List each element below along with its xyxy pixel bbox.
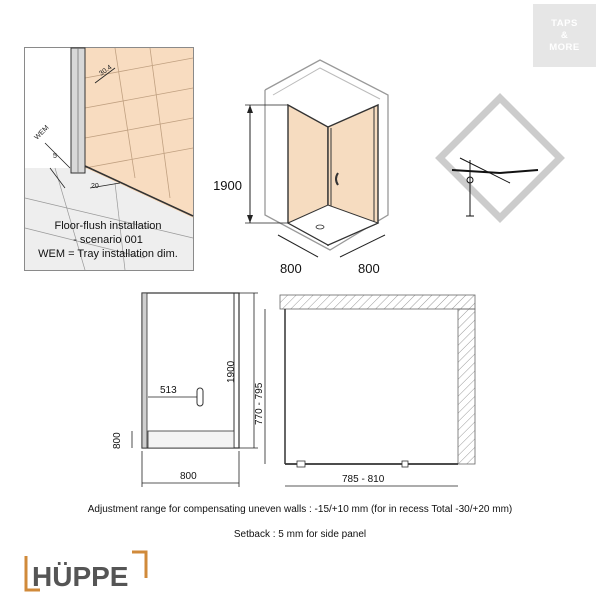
brand-badge-line1: TAPS bbox=[551, 17, 578, 29]
isometric-view bbox=[213, 55, 410, 280]
brand-badge-line3: MORE bbox=[549, 41, 580, 53]
iso-width-right-label: 800 bbox=[358, 261, 380, 276]
plan-right-wall bbox=[458, 309, 475, 464]
huppe-logo bbox=[20, 548, 160, 594]
iso-width-left-label: 800 bbox=[280, 261, 302, 276]
elevation-height-label: 1900 bbox=[226, 360, 237, 383]
elevation-handle bbox=[197, 388, 203, 406]
plan-symbol-door bbox=[500, 170, 538, 173]
elevation-width-label: 800 bbox=[180, 471, 197, 482]
side-elevation bbox=[112, 283, 267, 493]
dim-label-wem: WEM bbox=[33, 124, 51, 142]
brand-badge-line2: & bbox=[560, 29, 569, 41]
dim-label-30: 30.4 bbox=[98, 64, 114, 78]
elevation-tray-height-label: 800 bbox=[112, 432, 123, 449]
adjustment-note: Adjustment range for compensating uneven walls : -15/+10 mm (for in recess Total -30/+20 mm) bbox=[87, 504, 513, 515]
inset-caption-line2: - scenario 001 bbox=[73, 234, 143, 246]
plan-top-wall bbox=[280, 295, 475, 309]
elevation-tray bbox=[148, 431, 234, 448]
plan-width-label: 785 - 810 bbox=[342, 474, 385, 485]
dim-label-5: 5 bbox=[53, 153, 57, 160]
logo-text: HÜPPE bbox=[32, 561, 129, 592]
dim-label-20: 20 bbox=[91, 183, 99, 190]
plan-view bbox=[250, 290, 480, 495]
inset-caption-line3: WEM = Tray installation dim. bbox=[38, 248, 178, 260]
elevation-handle-height-label: 513 bbox=[160, 385, 177, 396]
inset-caption-line1: Floor-flush installation bbox=[54, 220, 162, 232]
plan-depth-label: 770 - 795 bbox=[254, 382, 265, 425]
plan-symbol bbox=[430, 88, 570, 228]
logo-bracket-right bbox=[132, 552, 146, 578]
elevation-frame bbox=[142, 293, 239, 448]
setback-note: Setback : 5 mm for side panel bbox=[233, 529, 367, 540]
iso-height-label: 1900 bbox=[213, 178, 242, 193]
plan-symbol-walls bbox=[440, 98, 560, 218]
brand-badge bbox=[533, 4, 596, 67]
inset-caption bbox=[24, 219, 192, 261]
